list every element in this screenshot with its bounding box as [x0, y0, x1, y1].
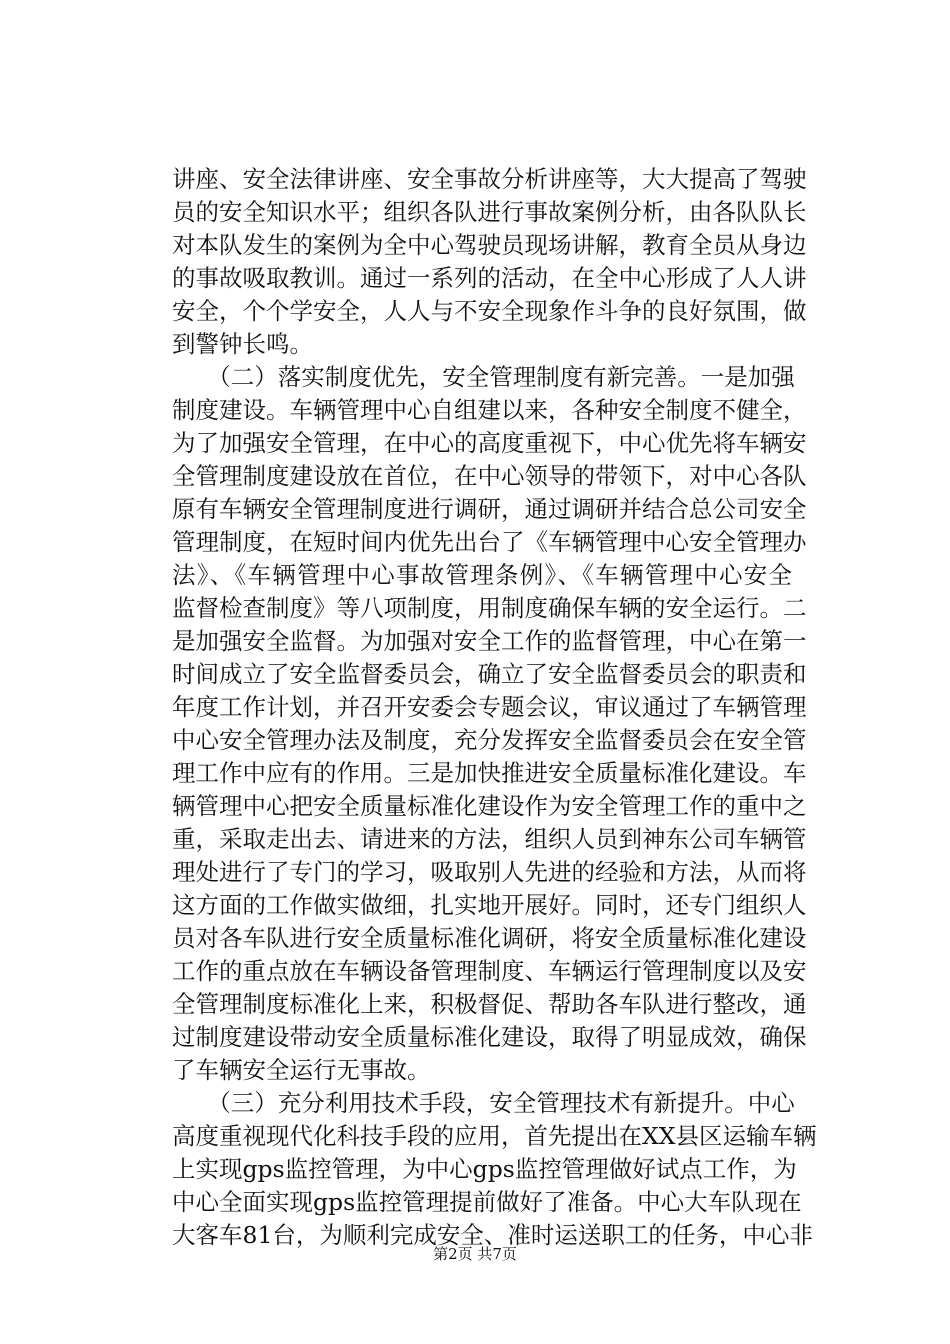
text-line: 全管理制度建设放在首位，在中心领导的带领下，对中心各队 [172, 462, 807, 490]
text-line: 大客车81台，为顺利完成安全、准时运送职工的任务，中心非 [172, 1221, 813, 1249]
text-line: 对本队发生的案例为全中心驾驶员现场讲解，教育全员从身边 [172, 231, 807, 259]
text-line: 安全，个个学安全，人人与不安全现象作斗争的良好氛围，做 [172, 297, 807, 325]
text-line: 了车辆安全运行无事故。 [172, 1056, 431, 1084]
text-line: 年度工作计划，并召开安委会专题会议，审议通过了车辆管理 [172, 693, 807, 721]
text-line: 时间成立了安全监督委员会，确立了安全监督委员会的职责和 [172, 660, 807, 688]
text-line: 原有车辆安全管理制度进行调研，通过调研并结合总公司安全 [172, 495, 807, 523]
text-line: 管理制度，在短时间内优先出台了《车辆管理中心安全管理办 [172, 528, 807, 556]
text-line: 辆管理中心把安全质量标准化建设作为安全管理工作的重中之 [172, 792, 807, 820]
text-line: 员的安全知识水平；组织各队进行事故案例分析，由各队队长 [172, 198, 807, 226]
text-line: 高度重视现代化科技手段的应用，首先提出在XX县区运输车辆 [172, 1122, 817, 1150]
text-line: 中心全面实现gps监控管理提前做好了准备。中心大车队现在 [172, 1188, 802, 1216]
text-line: 过制度建设带动安全质量标准化建设，取得了明显成效，确保 [172, 1023, 807, 1051]
text-line: （三）充分利用技术手段，安全管理技术有新提升。中心 [172, 1089, 795, 1117]
text-line: 中心安全管理办法及制度，充分发挥安全监督委员会在安全管 [172, 726, 807, 754]
text-line: 重，采取走出去、请进来的方法，组织人员到神东公司车辆管 [172, 825, 807, 853]
text-line: 全管理制度标准化上来，积极督促、帮助各车队进行整改，通 [172, 990, 807, 1018]
text-line: 是加强安全监督。为加强对安全工作的监督管理，中心在第一 [172, 627, 807, 655]
text-line: 的事故吸取教训。通过一系列的活动，在全中心形成了人人讲 [172, 264, 807, 292]
text-line: 为了加强安全管理，在中心的高度重视下，中心优先将车辆安 [172, 429, 807, 457]
text-line: 法》、《车辆管理中心事故管理条例》、《车辆管理中心安全 [172, 561, 792, 589]
text-line: 理处进行了专门的学习，吸取别人先进的经验和方法，从而将 [172, 858, 807, 886]
text-line: 上实现gps监控管理，为中心gps监控管理做好试点工作，为 [172, 1155, 797, 1183]
text-line: 制度建设。车辆管理中心自组建以来，各种安全制度不健全， [172, 396, 807, 424]
text-line: 到警钟长鸣。 [172, 330, 313, 358]
body-text [172, 163, 817, 1252]
page-footer: 第2页 共7页 [433, 1245, 517, 1263]
text-line: 理工作中应有的作用。三是加快推进安全质量标准化建设。车 [172, 759, 807, 787]
text-line: 监督检查制度》等八项制度，用制度确保车辆的安全运行。二 [172, 594, 807, 622]
text-line: 这方面的工作做实做细，扎实地开展好。同时，还专门组织人 [172, 891, 807, 919]
text-line: 讲座、安全法律讲座、安全事故分析讲座等，大大提高了驾驶 [172, 165, 807, 193]
text-line: （二）落实制度优先，安全管理制度有新完善。一是加强 [172, 363, 795, 391]
text-line: 工作的重点放在车辆设备管理制度、车辆运行管理制度以及安 [172, 957, 807, 985]
text-line: 员对各车队进行安全质量标准化调研，将安全质量标准化建设 [172, 924, 807, 952]
